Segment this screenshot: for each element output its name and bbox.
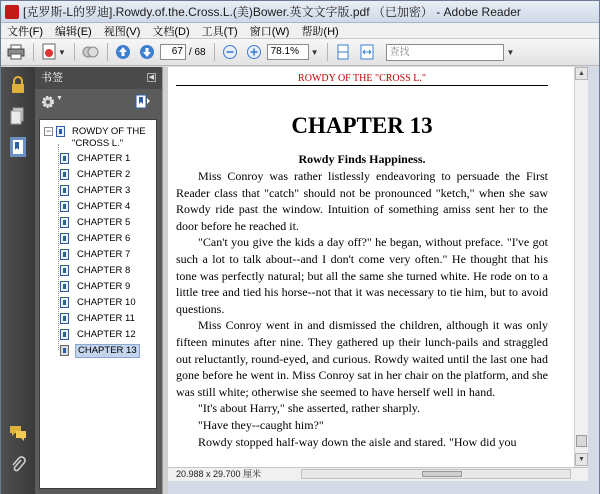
horizontal-scrollbar-thumb[interactable] xyxy=(422,471,462,477)
collaborate-icon xyxy=(81,44,99,60)
toolbar-separator xyxy=(107,43,108,61)
bookmark-label: CHAPTER 12 xyxy=(77,329,136,340)
fit-page-button[interactable] xyxy=(332,42,354,62)
bookmark-chapter-11[interactable] xyxy=(54,312,154,326)
running-head: ROWDY OF THE "CROSS L." xyxy=(298,73,426,84)
collapse-panel-button[interactable]: ◀ xyxy=(148,74,155,81)
chapter-subtitle: Rowdy Finds Happiness. xyxy=(298,152,426,166)
toolbar-separator xyxy=(214,43,215,61)
paragraph: "Have they--caught him?" xyxy=(198,417,324,432)
bookmark-label: CHAPTER 10 xyxy=(77,297,136,308)
zoom-in-button[interactable] xyxy=(243,42,265,62)
page-total: / 68 xyxy=(188,46,206,58)
chapter-title: CHAPTER 13 xyxy=(291,113,433,138)
document-icon xyxy=(40,43,58,61)
menu-window[interactable]: 窗口(W) xyxy=(249,25,290,38)
bookmark-label: CHAPTER 13 xyxy=(75,344,140,358)
bookmarks-panel xyxy=(35,67,162,494)
bookmark-label: CHAPTER 8 xyxy=(77,265,131,276)
menu-file[interactable]: 文件(F) xyxy=(7,25,44,38)
zoom-dropdown-icon[interactable]: ▼ xyxy=(310,47,319,57)
lock-icon[interactable] xyxy=(9,75,27,95)
attachment-icon[interactable] xyxy=(9,455,27,475)
menu-document[interactable]: 文档(D) xyxy=(152,25,190,38)
bookmark-chapter-9[interactable] xyxy=(54,280,154,294)
fit-page-icon xyxy=(335,44,351,60)
fit-width-button[interactable] xyxy=(356,42,378,62)
bookmark-icon xyxy=(60,297,69,308)
bookmark-chapter-8[interactable] xyxy=(54,264,154,278)
create-pdf-button[interactable] xyxy=(38,42,60,62)
toolbar xyxy=(1,39,599,66)
scroll-up-arrow[interactable]: ▲ xyxy=(575,67,588,80)
bookmark-chapter-2[interactable] xyxy=(54,168,154,182)
header-rule xyxy=(176,85,548,86)
page-size-label: 20.988 x 29.700 厘米 xyxy=(176,469,262,479)
bookmark-root-label: ROWDY OF THE "CROSS L." xyxy=(72,126,146,149)
bookmark-tree xyxy=(39,119,157,489)
next-page-button[interactable] xyxy=(136,42,158,62)
bookmark-chapter-6[interactable] xyxy=(54,232,154,246)
toolbar-separator xyxy=(74,43,75,61)
bookmark-chapter-7[interactable] xyxy=(54,248,154,262)
zoom-out-button[interactable] xyxy=(219,42,241,62)
arrow-down-icon xyxy=(139,44,155,60)
window-title: [克罗斯-L的罗迪].Rowdy.of.the.Cross.L.(美)Bower.英文文字版.pdf （已加密） - Adobe Reader xyxy=(23,5,521,19)
search-dropdown-icon[interactable]: ▼ xyxy=(506,47,515,57)
options-dropdown-icon[interactable]: ▼ xyxy=(56,95,63,102)
title-bar xyxy=(1,1,599,23)
bookmark-icon xyxy=(60,249,69,260)
body-text xyxy=(176,168,548,450)
bookmark-icon xyxy=(60,265,69,276)
zoom-out-icon xyxy=(222,44,238,60)
paragraph: Rowdy stopped half-way down the aisle and stared. "How did you xyxy=(198,434,517,449)
bookmark-chapter-1[interactable] xyxy=(54,152,154,166)
search-input[interactable]: 查找 xyxy=(386,44,504,61)
toolbar-separator xyxy=(327,43,328,61)
paragraph: Miss Conroy went in and dismissed the children, although it was only fifteen minutes after nine. They gathered up their lunch-pails and straggled out reluctantly, round-eyed, and curious. Rowdy waited until the last one had gone before he went in. Miss Conroy sat in her chair on the platform, and she was still white; otherwise she seemed to have herself well in hand. xyxy=(176,318,548,399)
bookmark-label: CHAPTER 11 xyxy=(77,313,135,324)
bookmark-icon xyxy=(60,233,69,244)
bookmark-chapter-12[interactable] xyxy=(54,328,154,342)
collapse-toggle-icon[interactable]: − xyxy=(45,126,52,136)
paragraph: "Can't you give the kids a day off?" he began, without preface. "I've got such a lot to talk about--and I don't come very often." He thought that his tone was perfectly natural; but all the same she turned white. He rode on to a little tree and tied his horse--not that it was necessary to tie him, but to avoid questions. xyxy=(176,235,548,316)
bookmarks-title: 书签 xyxy=(41,72,63,84)
bookmark-label: CHAPTER 5 xyxy=(77,217,131,228)
gear-icon[interactable] xyxy=(41,95,55,109)
menu-edit[interactable]: 编辑(E) xyxy=(55,25,92,38)
bookmark-chapter-4[interactable] xyxy=(54,200,154,214)
bookmark-label: CHAPTER 9 xyxy=(77,281,131,292)
bookmark-label: CHAPTER 3 xyxy=(77,185,131,196)
zoom-level-input[interactable]: 78.1% xyxy=(267,44,309,60)
bookmark-icon xyxy=(60,169,69,180)
chevron-down-icon[interactable]: ▼ xyxy=(58,47,66,57)
bookmark-chapter-3[interactable] xyxy=(54,184,154,198)
bookmark-icon xyxy=(60,185,69,196)
paragraph: Miss Conroy was rather listlessly endeavoring to persuade the First Reader class that "catch" should not be pronounced "ketch," when she saw Rowdy ride past the window. Intuition of something amiss sent her to the door before he reached it. xyxy=(176,169,548,233)
bookmark-icon xyxy=(60,153,69,164)
bookmark-icon xyxy=(60,217,69,228)
bookmark-chapter-5[interactable] xyxy=(54,216,154,230)
bookmark-label: CHAPTER 1 xyxy=(77,153,131,164)
page-number-input[interactable]: 67 xyxy=(160,44,186,60)
bookmarks-header xyxy=(35,67,162,89)
pages-icon[interactable] xyxy=(9,107,27,127)
menu-view[interactable]: 视图(V) xyxy=(103,25,141,38)
new-bookmark-icon[interactable] xyxy=(135,94,151,109)
printer-icon xyxy=(7,44,25,60)
vertical-scrollbar[interactable] xyxy=(574,67,588,467)
bookmark-label: CHAPTER 7 xyxy=(77,249,131,260)
bookmark-label: CHAPTER 2 xyxy=(77,169,131,180)
adobe-reader-icon xyxy=(5,5,19,19)
bookmark-icon xyxy=(60,313,69,324)
scrollbar-thumb[interactable] xyxy=(576,435,587,447)
collaborate-button[interactable] xyxy=(79,42,101,62)
paragraph: "It's about Harry," she asserted, rather sharply. xyxy=(198,401,420,416)
bookmark-icon xyxy=(60,201,69,212)
window-bottom-edge xyxy=(168,481,599,494)
zoom-in-icon xyxy=(246,44,262,60)
menu-help[interactable]: 帮助(H) xyxy=(301,25,339,38)
fit-width-icon xyxy=(359,44,375,60)
document-view[interactable] xyxy=(168,67,588,467)
previous-page-button[interactable] xyxy=(112,42,134,62)
bookmark-label: CHAPTER 4 xyxy=(77,201,131,212)
menu-tools[interactable]: 工具(T) xyxy=(201,25,238,38)
bookmark-icon xyxy=(60,281,69,292)
bookmarks-toolbar xyxy=(35,89,162,115)
bookmark-chapter-10[interactable] xyxy=(54,296,154,310)
bookmark-icon xyxy=(60,345,69,356)
navigation-strip xyxy=(1,67,35,494)
bookmark-label: CHAPTER 6 xyxy=(77,233,131,244)
bookmarks-icon[interactable] xyxy=(9,137,27,157)
arrow-up-icon xyxy=(115,44,131,60)
bookmark-icon xyxy=(56,126,65,137)
toolbar-separator xyxy=(33,43,34,61)
print-button[interactable] xyxy=(5,42,27,62)
bookmark-icon xyxy=(60,329,69,340)
scroll-down-arrow[interactable]: ▼ xyxy=(575,453,588,466)
horizontal-scrollbar[interactable] xyxy=(301,469,571,479)
bookmark-chapter-13[interactable] xyxy=(54,344,154,358)
menu-bar xyxy=(1,23,599,39)
comments-icon[interactable] xyxy=(9,423,27,443)
